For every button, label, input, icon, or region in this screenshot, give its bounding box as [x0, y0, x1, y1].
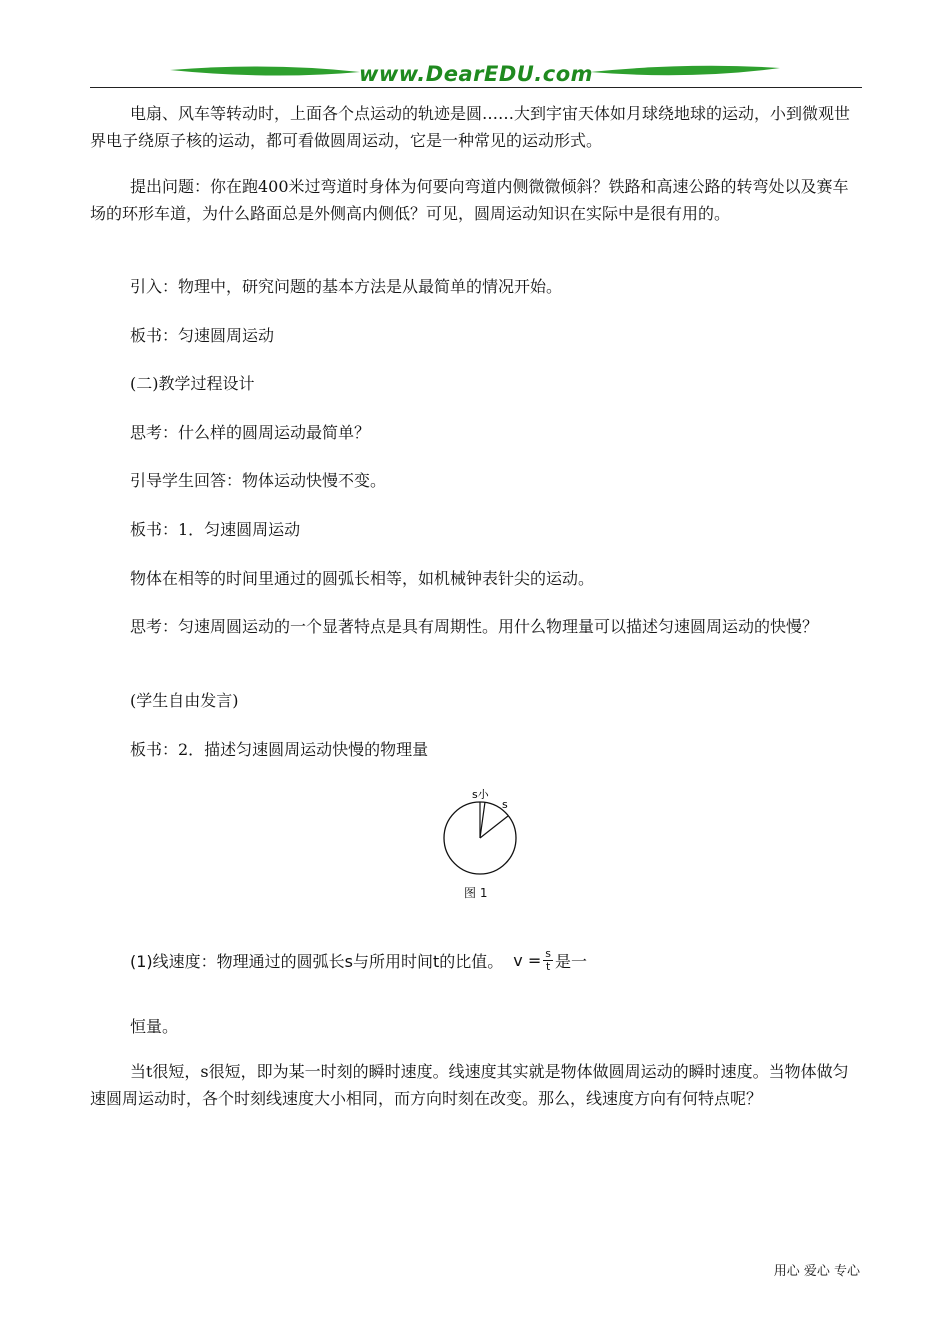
paragraph-11: (学生自由发言)	[130, 691, 239, 710]
formula-denominator: t	[545, 960, 551, 973]
site-brand: www.DearEDU.com	[358, 62, 594, 86]
paragraph-1: 电扇、风车等转动时，上面各个点运动的轨迹是圆……大到宇宙天体如月球绕地球的运动，小到微观世界电子绕原子核的运动，都可看做圆周运动，它是一种常见的运动形式。	[90, 104, 851, 150]
paragraph-6: 思考：什么样的圆周运动最简单？	[130, 423, 371, 442]
paragraph-4: 板书：匀速圆周运动	[130, 326, 275, 345]
formula-numerator: s	[545, 947, 551, 960]
paragraph-10: 思考：匀速周圆运动的一个显著特点是具有周期性。用什么物理量可以描述匀速圆周运动的快慢？	[130, 617, 819, 636]
paragraph-12: 板书：2．描述匀速圆周运动快慢的物理量	[130, 740, 429, 759]
formula-lhs: v =	[513, 951, 542, 970]
formula-text-before: (1)线速度：物理通过的圆弧长s与所用时间t的比值。	[130, 952, 504, 971]
circle-diagram-icon	[430, 786, 530, 886]
paragraph-14: 恒量。	[130, 1017, 179, 1036]
paragraph-15: 当t很短，s很短，即为某一时刻的瞬时速度。线速度其实就是物体做圆周运动的瞬时速度。当物体做匀速圆周运动时，各个时刻线速度大小相同，而方向时刻在改变。那么，线速度方向有何特点呢？	[90, 1062, 849, 1108]
paragraph-9: 物体在相等的时间里通过的圆弧长相等，如机械钟表针尖的运动。	[130, 569, 595, 588]
figure-caption: 图 1	[464, 886, 488, 900]
label-s-small: s小	[472, 788, 489, 801]
label-s: s	[502, 798, 508, 811]
paragraph-7: 引导学生回答：物体运动快慢不变。	[130, 471, 387, 490]
formula-fraction	[543, 948, 553, 973]
paragraph-3: 引入：物理中，研究问题的基本方法是从最简单的情况开始。	[130, 277, 563, 296]
header-rule	[90, 87, 862, 88]
paragraph-5: (二)教学过程设计	[130, 374, 255, 393]
formula-text-after: 是一	[554, 952, 587, 971]
paragraph-2: 提出问题：你在跑400米过弯道时身体为何要向弯道内侧微微倾斜？铁路和高速公路的转弯处以及赛车场的环形车道，为什么路面总是外侧高内侧低？可见，圆周运动知识在实际中是很有用的。	[90, 177, 849, 223]
formula-line	[130, 948, 587, 973]
footer-text: 用心 爱心 专心	[773, 1264, 860, 1279]
paragraph-8: 板书：1．匀速圆周运动	[130, 520, 301, 539]
